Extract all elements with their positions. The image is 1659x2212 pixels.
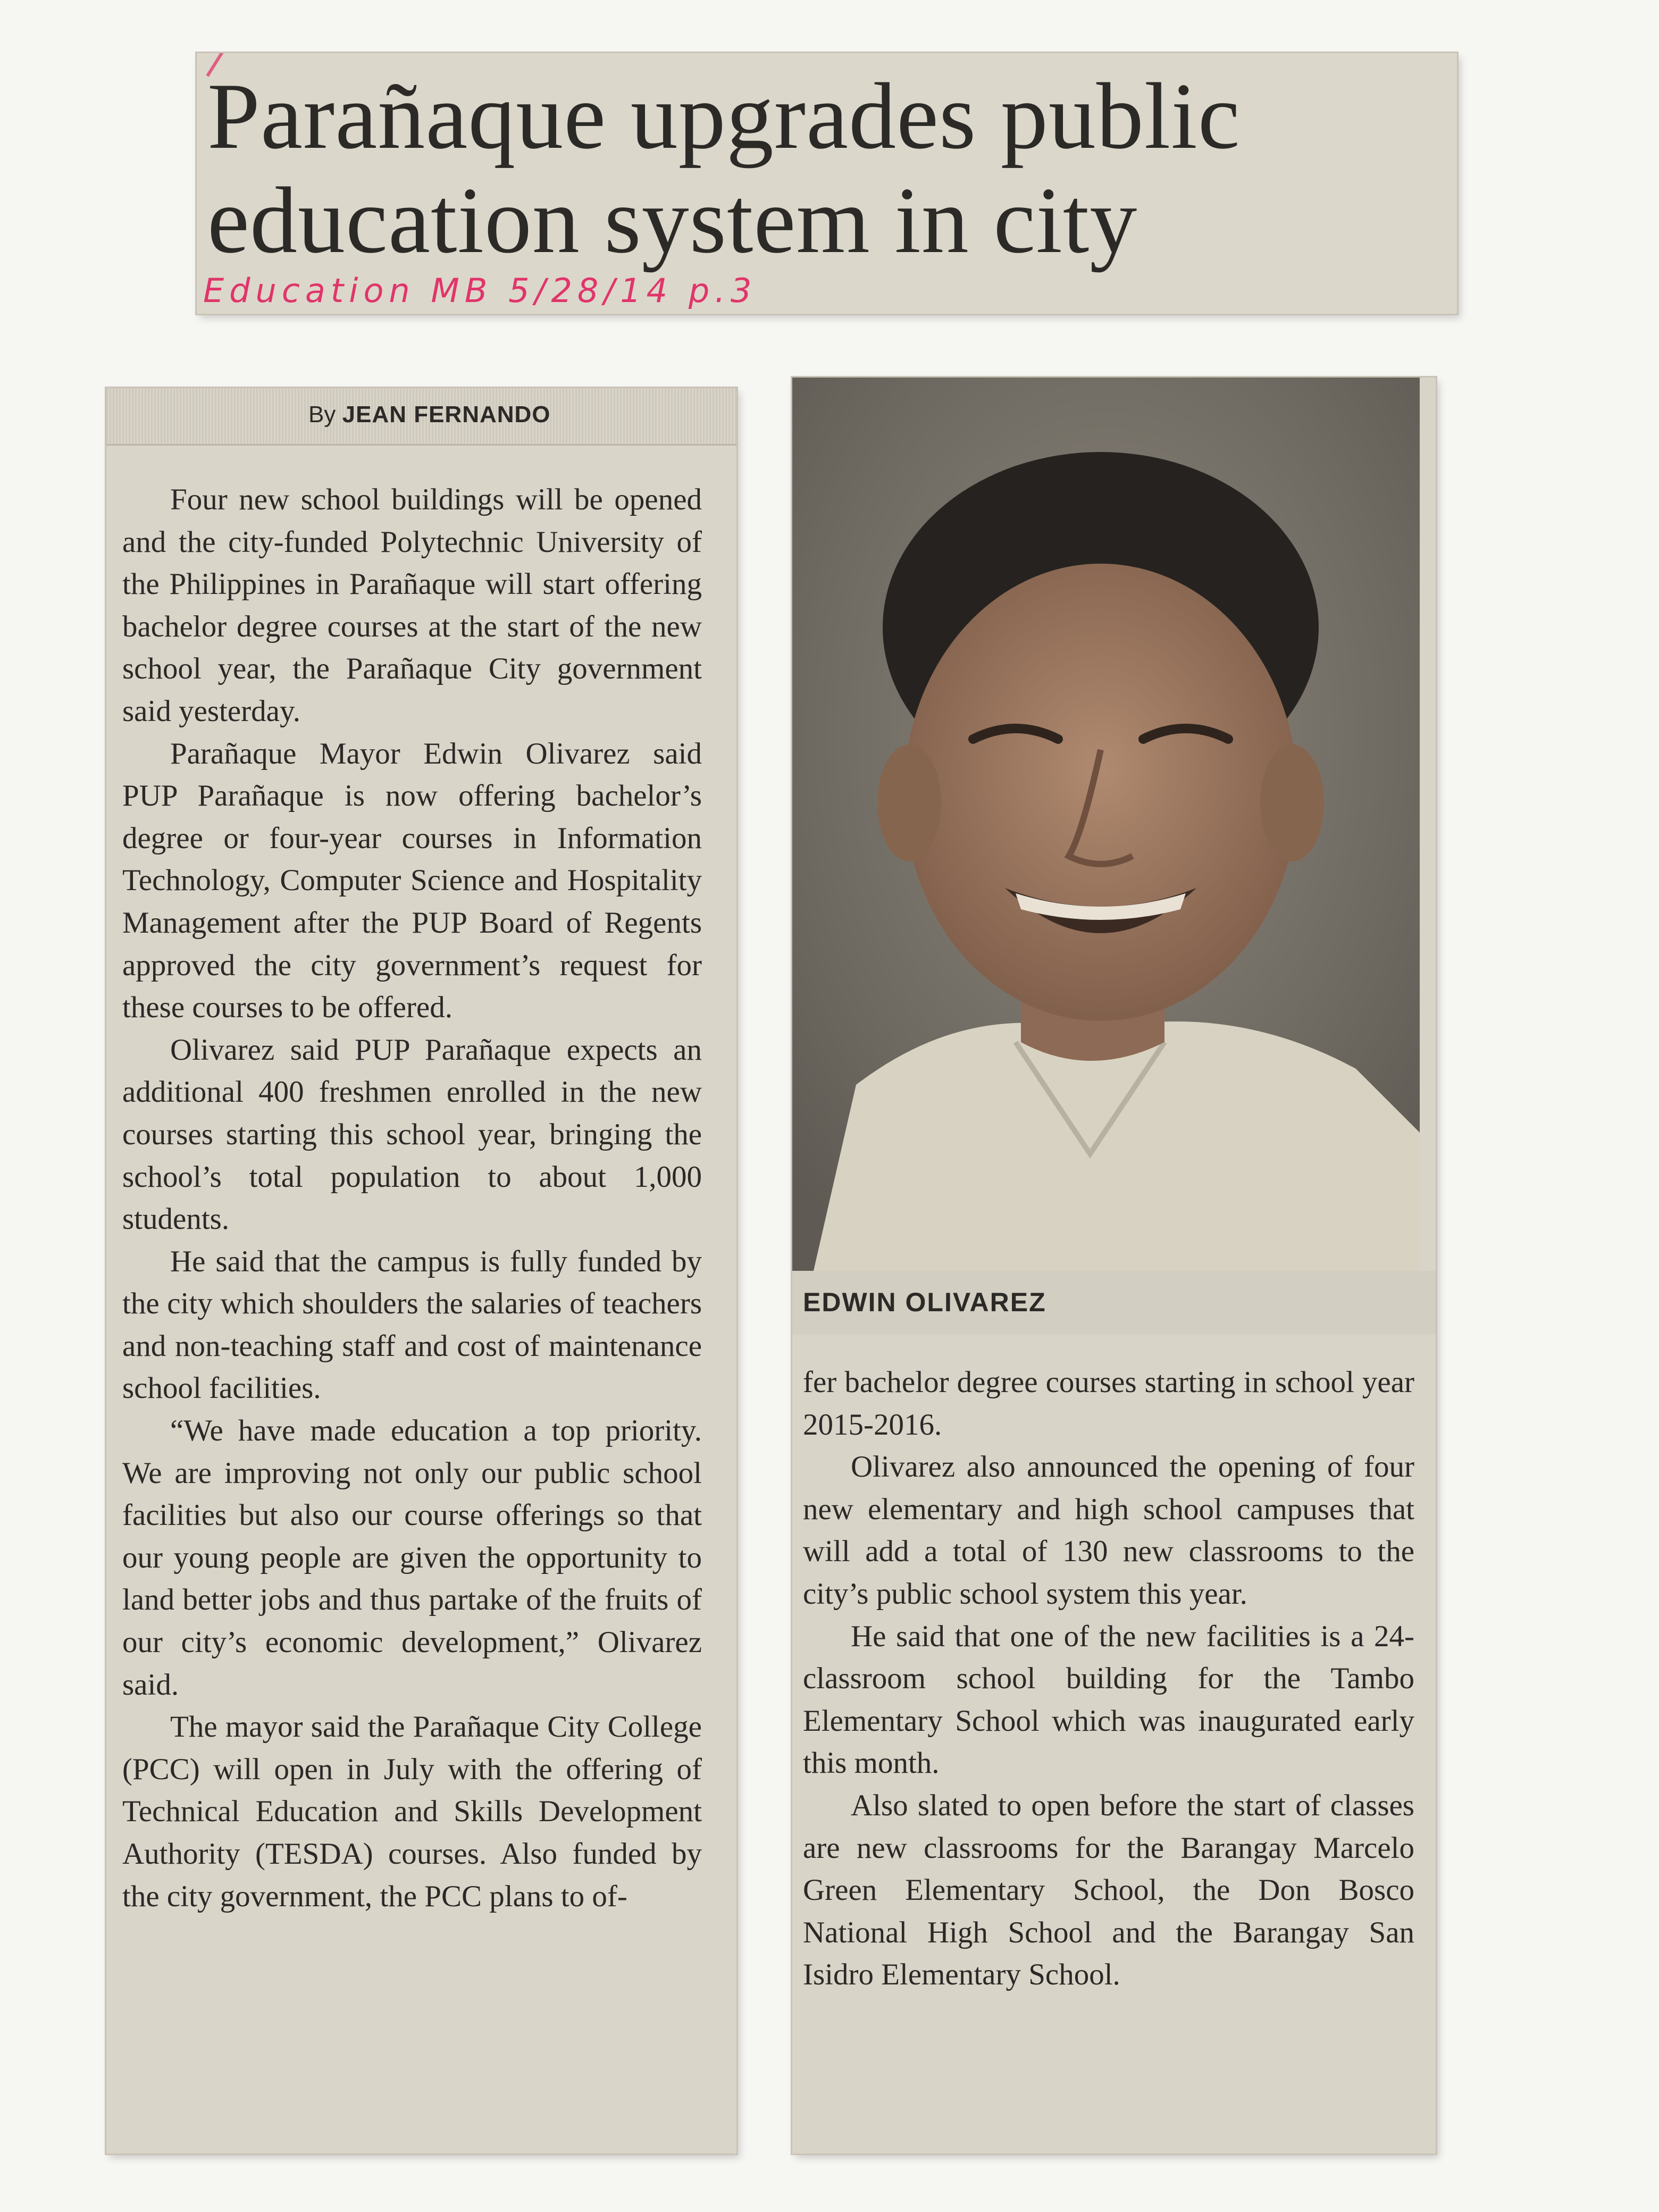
handwritten-annotation: Education MB 5/28/14 p.3	[203, 271, 757, 310]
paragraph: Parañaque Mayor Edwin Olivarez said PUP Parañaque is now offering bachelor’s degree or four-year courses in Information Technology, Computer Science and Hospitality Management after the PUP Board of Regents approved the city government’s request for these courses to be offered.	[122, 736, 702, 1025]
article-body-right	[803, 1361, 1414, 1996]
paragraph: Olivarez said PUP Parañaque expects an additional 400 freshmen enrolled in the new courses starting this school year, bringing the school’s total population to about 1,000 students.	[122, 1033, 702, 1236]
continuation-text: fer bachelor degree courses starting in school year 2015-2016.	[803, 1365, 1414, 1442]
photo-caption: EDWIN OLIVAREZ	[803, 1287, 1046, 1317]
byline-author: JEAN FERNANDO	[342, 401, 551, 428]
headline-line-2: education system in city	[207, 167, 1138, 273]
portrait-photo	[792, 378, 1420, 1271]
paragraph: “We have made education a top priority. We are improving not only our public school facilities but also our course offerings so that our young people are given the opportunity to land better jobs and thus partake of the fruits of our city’s economic development,” Olivarez said.	[122, 1414, 702, 1702]
paragraph: He said that the campus is fully funded by the city which shoulders the salaries of teachers and non-teaching staff and cost of maintenance school facilities.	[122, 1244, 702, 1405]
headline-clipping	[197, 53, 1457, 314]
paragraph: Olivarez also announced the opening of four new elementary and high school campuses that will add a total of 130 new classrooms to the city’s public school system this year.	[803, 1450, 1414, 1611]
headline	[207, 64, 1441, 272]
paragraph: The mayor said the Parañaque City College (PCC) will open in July with the offering of Technical Education and Skills Development Authority (TESDA) courses. Also funded by the city government, the PCC plans to of-	[122, 1710, 702, 1913]
article-column-right	[792, 378, 1436, 2154]
caption-band	[792, 1271, 1436, 1335]
portrait-illustration	[792, 378, 1420, 1271]
article-body-left	[122, 479, 702, 1917]
byline	[308, 401, 551, 428]
byline-prefix: By	[308, 401, 336, 428]
paragraph: Four new school buildings will be opened and the city-funded Polytechnic University of the Philippines in Parañaque will start offering bachelor degree courses at the start of the new school year, the Parañaque City government said yesterday.	[122, 483, 702, 728]
byline-bar	[106, 388, 736, 446]
article-column-left	[106, 388, 736, 2154]
paragraph: He said that one of the new facilities is a 24-classroom school building for the Tambo Elementary School which was inaugurated early this month.	[803, 1619, 1414, 1780]
headline-line-1: Parañaque upgrades public	[207, 63, 1241, 169]
paragraph: Also slated to open before the start of classes are new classrooms for the Barangay Marcelo Green Elementary School, the Don Bosco National High School and the Barangay San Isidro Elementary School.	[803, 1788, 1414, 1992]
